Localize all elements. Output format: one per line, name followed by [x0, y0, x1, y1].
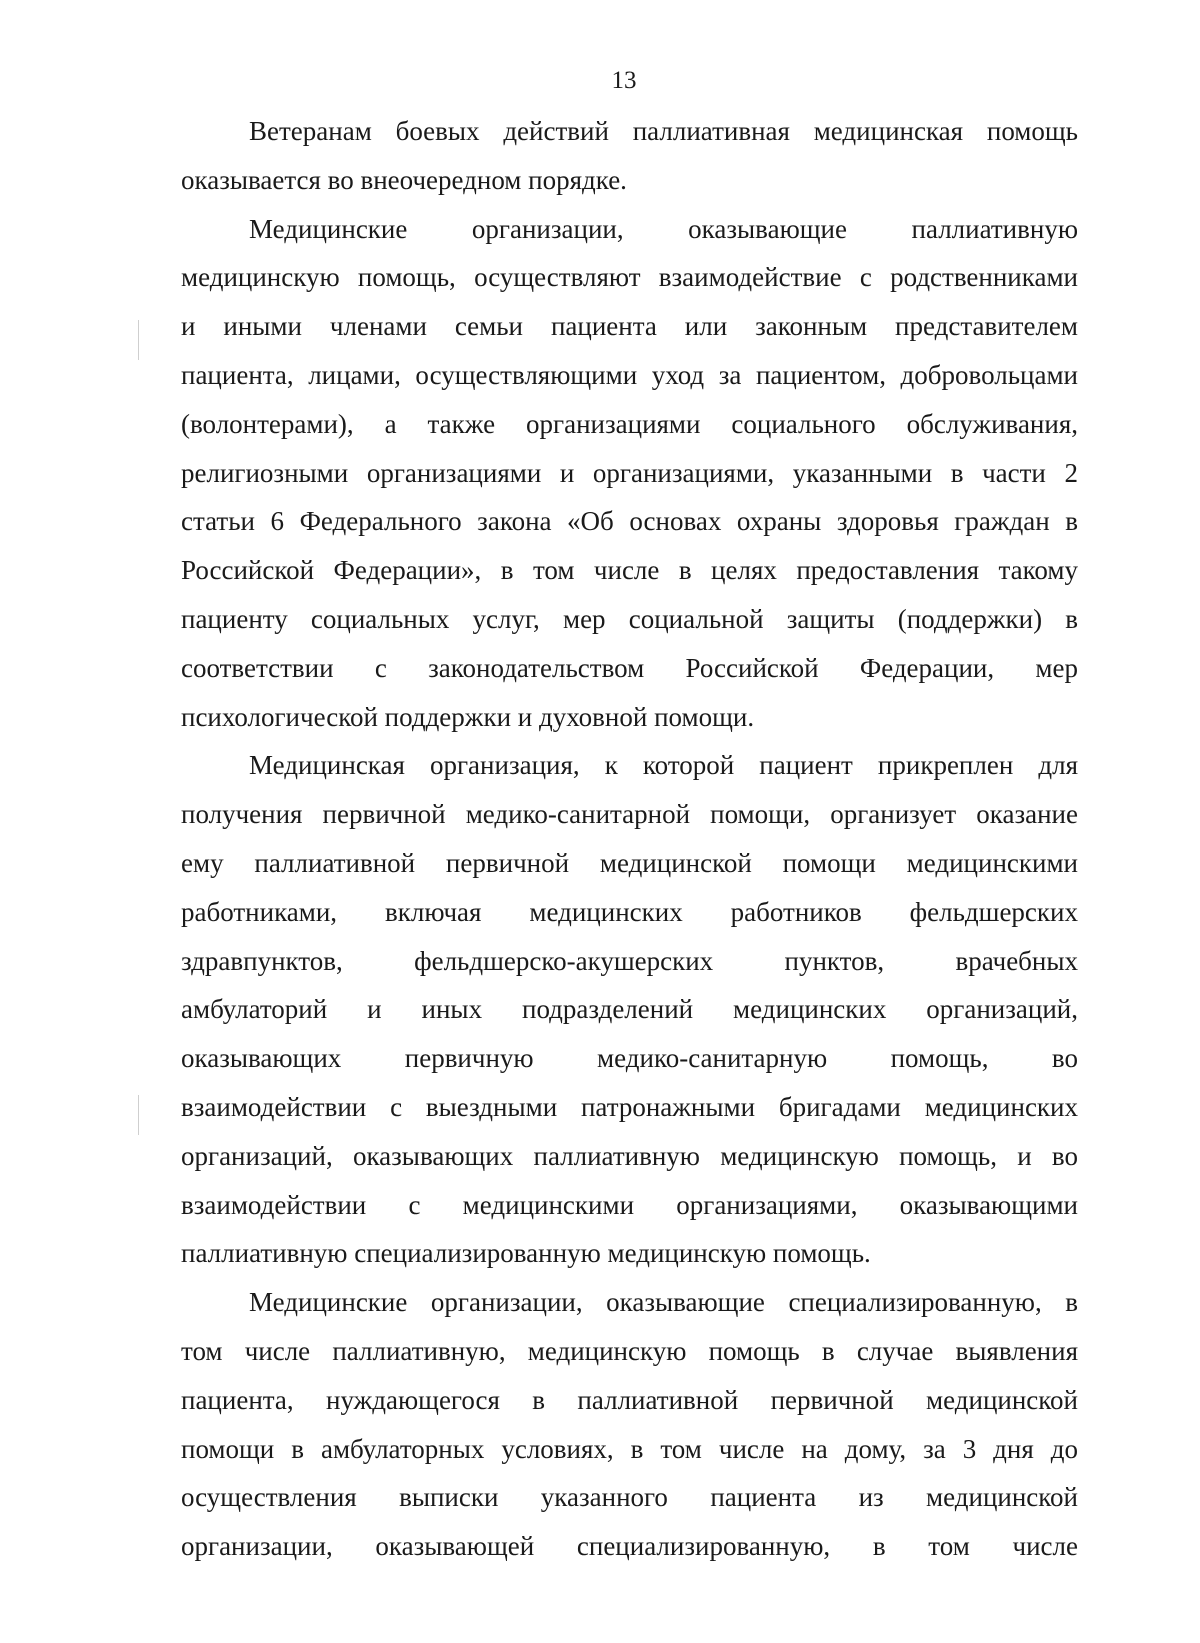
text-line: получения первичной медико-санитарной помощи, организует оказание	[181, 799, 1078, 830]
text-line: организаций, оказывающих паллиативную медицинскую помощь, и во	[181, 1140, 1078, 1171]
paragraph	[181, 205, 1078, 742]
text-line: ему паллиативной первичной медицинской помощи медицинскими	[181, 847, 1078, 878]
text-line: статьи 6 Федерального закона «Об основах охраны здоровья граждан в	[181, 506, 1078, 537]
text-line: и иными членами семьи пациента или законным представителем	[181, 311, 1078, 342]
paragraph	[181, 1278, 1078, 1571]
paragraph	[181, 107, 1078, 205]
text-line: пациента, лицами, осуществляющими уход за пациентом, добровольцами	[181, 359, 1078, 390]
text-line: паллиативную специализированную медицинскую помощь.	[181, 1238, 871, 1269]
text-line: амбулаторий и иных подразделений медицинских организаций,	[181, 994, 1078, 1025]
text-line: Медицинские организации, оказывающие паллиативную	[249, 213, 1078, 244]
text-line: оказывается во внеочередном порядке.	[181, 164, 627, 195]
text-line: психологической поддержки и духовной помощи.	[181, 701, 755, 732]
text-line: работниками, включая медицинских работников фельдшерских	[181, 896, 1078, 927]
text-line: организации, оказывающей специализированную, в том числе	[181, 1531, 1078, 1562]
text-line: Российской Федерации», в том числе в целях предоставления такому	[181, 555, 1078, 586]
text-line: пациенту социальных услуг, мер социальной защиты (поддержки) в	[181, 603, 1078, 634]
document-body	[181, 107, 1078, 1571]
text-line: (волонтерами), а также организациями социального обслуживания,	[181, 408, 1078, 439]
page-number: 13	[611, 67, 637, 94]
text-line: взаимодействии с медицинскими организациями, оказывающими	[181, 1189, 1078, 1220]
text-line: религиозными организациями и организациями, указанными в части 2	[181, 457, 1078, 488]
text-line: пациента, нуждающегося в паллиативной первичной медицинской	[181, 1384, 1078, 1415]
text-line: соответствии с законодательством Российской Федерации, мер	[181, 652, 1078, 683]
text-line: осуществления выписки указанного пациента из медицинской	[181, 1482, 1078, 1513]
text-line: Медицинские организации, оказывающие специализированную, в	[249, 1287, 1078, 1318]
text-line: Ветеранам боевых действий паллиативная медицинская помощь	[249, 116, 1078, 146]
paragraph	[181, 741, 1078, 1278]
scan-margin-mark	[138, 320, 139, 360]
text-line: медицинскую помощь, осуществляют взаимодействие с родственниками	[181, 262, 1078, 293]
text-line: взаимодействии с выездными патронажными бригадами медицинских	[181, 1091, 1078, 1122]
scan-margin-mark	[138, 1095, 139, 1135]
text-line: Медицинская организация, к которой пациент прикреплен для	[249, 750, 1078, 781]
text-line: том числе паллиативную, медицинскую помощь в случае выявления	[181, 1335, 1078, 1366]
text-line: помощи в амбулаторных условиях, в том числе на дому, за 3 дня до	[181, 1433, 1078, 1464]
text-line: здравпунктов, фельдшерско-акушерских пунктов, врачебных	[181, 945, 1078, 976]
text-line: оказывающих первичную медико-санитарную помощь, во	[181, 1043, 1078, 1074]
